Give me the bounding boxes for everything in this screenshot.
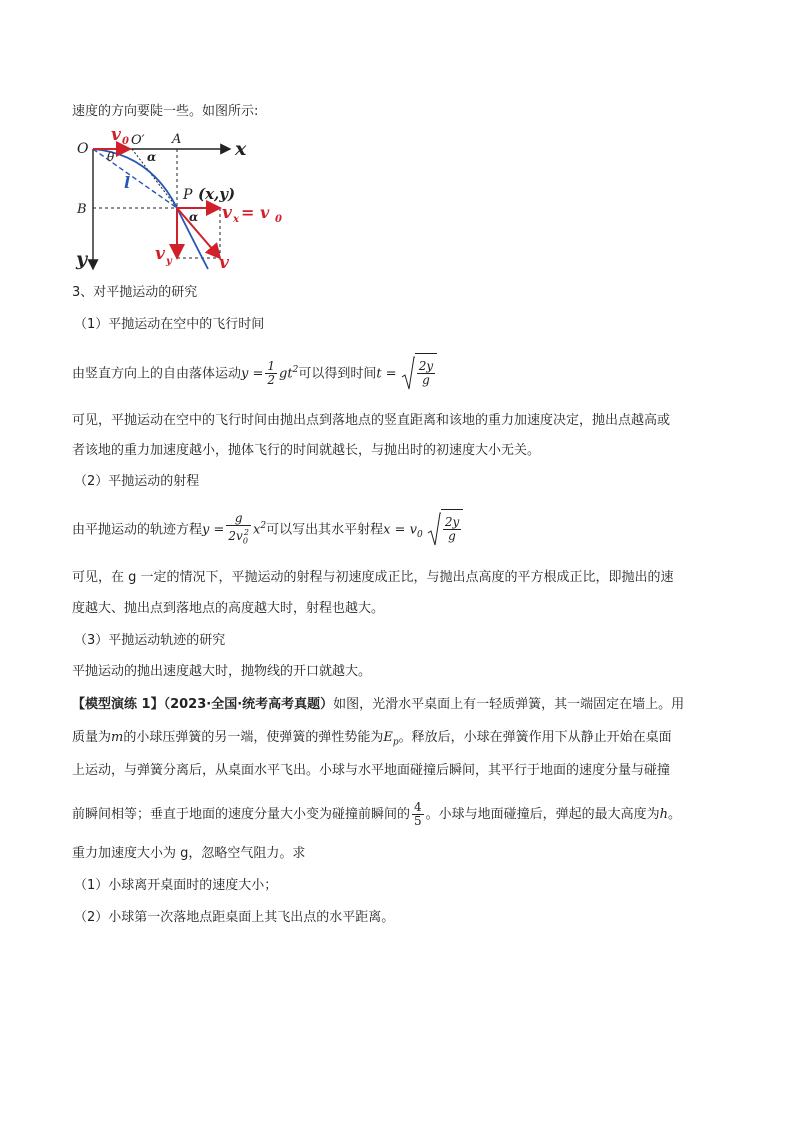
exercise-l4: 前瞬间相等；垂直于地面的速度分量大小变为碰撞前瞬间的 xyxy=(72,807,411,822)
eq4-sqrt xyxy=(427,509,463,550)
sub-2-heading: （2）平抛运动的射程 xyxy=(74,474,200,489)
eq3-num: g xyxy=(226,512,251,526)
eq2-num: 2y xyxy=(418,359,434,374)
exercise-l1-rest: 如图，光滑水平桌面上有一轻质弹簧，其一端固定在墙上。用 xyxy=(333,697,685,712)
eq4-lhs: x = v xyxy=(383,522,417,538)
eq4-lhs-sub: 0 xyxy=(416,529,423,540)
eq4-num: 2y xyxy=(444,515,460,530)
exercise-l2-b: 的小球压弹簧的另一端，使弹簧的弹性势能为 xyxy=(123,730,384,745)
exercise-l4-end: 。 xyxy=(668,807,682,822)
exercise-l2-e: E xyxy=(383,730,393,745)
label-vy-sub: y xyxy=(166,256,172,267)
exercise-line-1 xyxy=(72,697,684,713)
section-3-heading: 3、对平抛运动的研究 xyxy=(72,285,198,300)
intro-line: 速度的方向要陡一些。如图所示: xyxy=(72,104,259,119)
exercise-line-5: 重力加速度大小为 g，忽略空气阻力。求 xyxy=(72,846,306,861)
exercise-l4-b: 。小球与地面碰撞后，弹起的最大高度为 xyxy=(425,807,660,822)
formula-line-2 xyxy=(72,506,463,546)
formula-line-1 xyxy=(72,350,437,390)
label-vy: v xyxy=(155,244,165,264)
label-vx-eq: = v xyxy=(241,203,270,222)
exercise-l4-h: h xyxy=(659,807,669,822)
para1-line-1: 可见，平抛运动在空中的飞行时间由抛出点到落地点的竖直距离和该地的重力加速度决定，抛出点越高或 xyxy=(72,413,671,428)
label-b: B xyxy=(77,202,87,217)
label-p-coords: (x,y) xyxy=(198,185,236,203)
eq2-den: g xyxy=(422,373,430,388)
eq3-den-sub: 0 xyxy=(242,536,248,546)
label-x-axis: x xyxy=(235,138,247,160)
eq2-sqrt xyxy=(401,353,437,394)
para3: 平抛运动的抛出速度越大时，抛物线的开口就越大。 xyxy=(72,664,372,679)
eq3-frac xyxy=(226,512,251,547)
eq1-frac xyxy=(265,360,277,387)
eq2-lhs: t = xyxy=(376,366,397,382)
text1-pre: 由竖直方向上的自由落体运动 xyxy=(72,366,242,382)
label-alpha-p: α xyxy=(189,210,199,224)
sqrt-radical-icon xyxy=(427,509,441,549)
eq3-rhs: x xyxy=(253,522,261,538)
exercise-line-2 xyxy=(72,730,672,751)
label-v: v xyxy=(219,253,229,273)
exercise-l2-c: 。释放后，小球在弹簧作用下从静止开始在桌面 xyxy=(398,730,672,745)
eq3-lhs: y = xyxy=(202,522,225,538)
sub-3-heading: （3）平抛运动轨迹的研究 xyxy=(74,633,226,648)
text2-mid: 可以写出其水平射程 xyxy=(266,522,384,538)
exercise-l4-num: 4 xyxy=(414,800,422,814)
exercise-q1: （1）小球离开桌面时的速度大小； xyxy=(74,878,278,893)
exercise-l4-den: 5 xyxy=(414,814,422,828)
exercise-source: （2023·全国·统考高考真题） xyxy=(163,697,334,712)
eq4-den: g xyxy=(448,529,456,544)
eq1-num: 1 xyxy=(267,359,276,374)
sqrt-radical-icon xyxy=(401,353,415,393)
exercise-l2-a: 质量为 xyxy=(72,730,112,745)
label-p: P xyxy=(183,187,193,203)
sub-1-heading: （1）平抛运动在空中的飞行时间 xyxy=(74,317,265,332)
label-v0-sub: 0 xyxy=(122,136,129,147)
label-v0: v xyxy=(111,125,121,145)
label-o: O xyxy=(77,141,89,157)
label-vx: v xyxy=(222,203,232,223)
projectile-motion-figure xyxy=(70,124,290,274)
exercise-tag: 【模型演练 1】 xyxy=(72,697,164,712)
eq2-frac xyxy=(417,360,435,387)
label-y-axis: y xyxy=(76,248,88,270)
exercise-line-4 xyxy=(72,797,681,833)
exercise-q2: （2）小球第一次落地点距桌面上其飞出点的水平距离。 xyxy=(74,910,395,925)
eq3-den-exp: 2 xyxy=(243,528,249,538)
label-theta: θ xyxy=(107,150,115,164)
label-vx-sub: x xyxy=(233,214,239,225)
text1-mid: 可以得到时间 xyxy=(298,366,377,382)
eq1-lhs: y = xyxy=(241,366,264,382)
eq4-frac xyxy=(443,516,461,543)
para1-line-2: 者该地的重力加速度越小，抛体飞行的时间就越长，与抛出时的初速度大小无关。 xyxy=(72,443,541,458)
eq1-den: 2 xyxy=(267,373,276,388)
text2-pre: 由平抛运动的轨迹方程 xyxy=(72,522,203,538)
label-o-prime: O′ xyxy=(131,133,145,148)
exercise-line-3: 上运动，与弹簧分离后，从桌面水平飞出。小球与水平地面碰撞后瞬间，其平行于地面的速度分量与碰撞 xyxy=(72,763,671,778)
label-l: l xyxy=(124,173,131,192)
exercise-l4-frac xyxy=(412,801,424,828)
eq1-rhs: gt xyxy=(279,366,293,382)
para2-line-1: 可见，在 g 一定的情况下，平抛运动的射程与初速度成正比，与抛出点高度的平方根成正比，即抛出的速 xyxy=(72,570,674,585)
para2-line-2: 度越大、抛出点到落地点的高度越大时，射程也越大。 xyxy=(72,601,385,616)
exercise-l2-e-sub: p xyxy=(392,737,399,748)
label-vx-eq-sub: 0 xyxy=(275,214,282,225)
eq1-exp: 2 xyxy=(292,365,299,375)
displacement-chord xyxy=(93,149,177,208)
exercise-l2-m: m xyxy=(111,730,124,745)
label-alpha-top: α xyxy=(147,150,157,164)
label-a: A xyxy=(172,132,182,147)
eq3-exp: 2 xyxy=(260,521,267,531)
eq3-den xyxy=(226,526,251,547)
eq3-den-base: 2v xyxy=(228,529,243,544)
